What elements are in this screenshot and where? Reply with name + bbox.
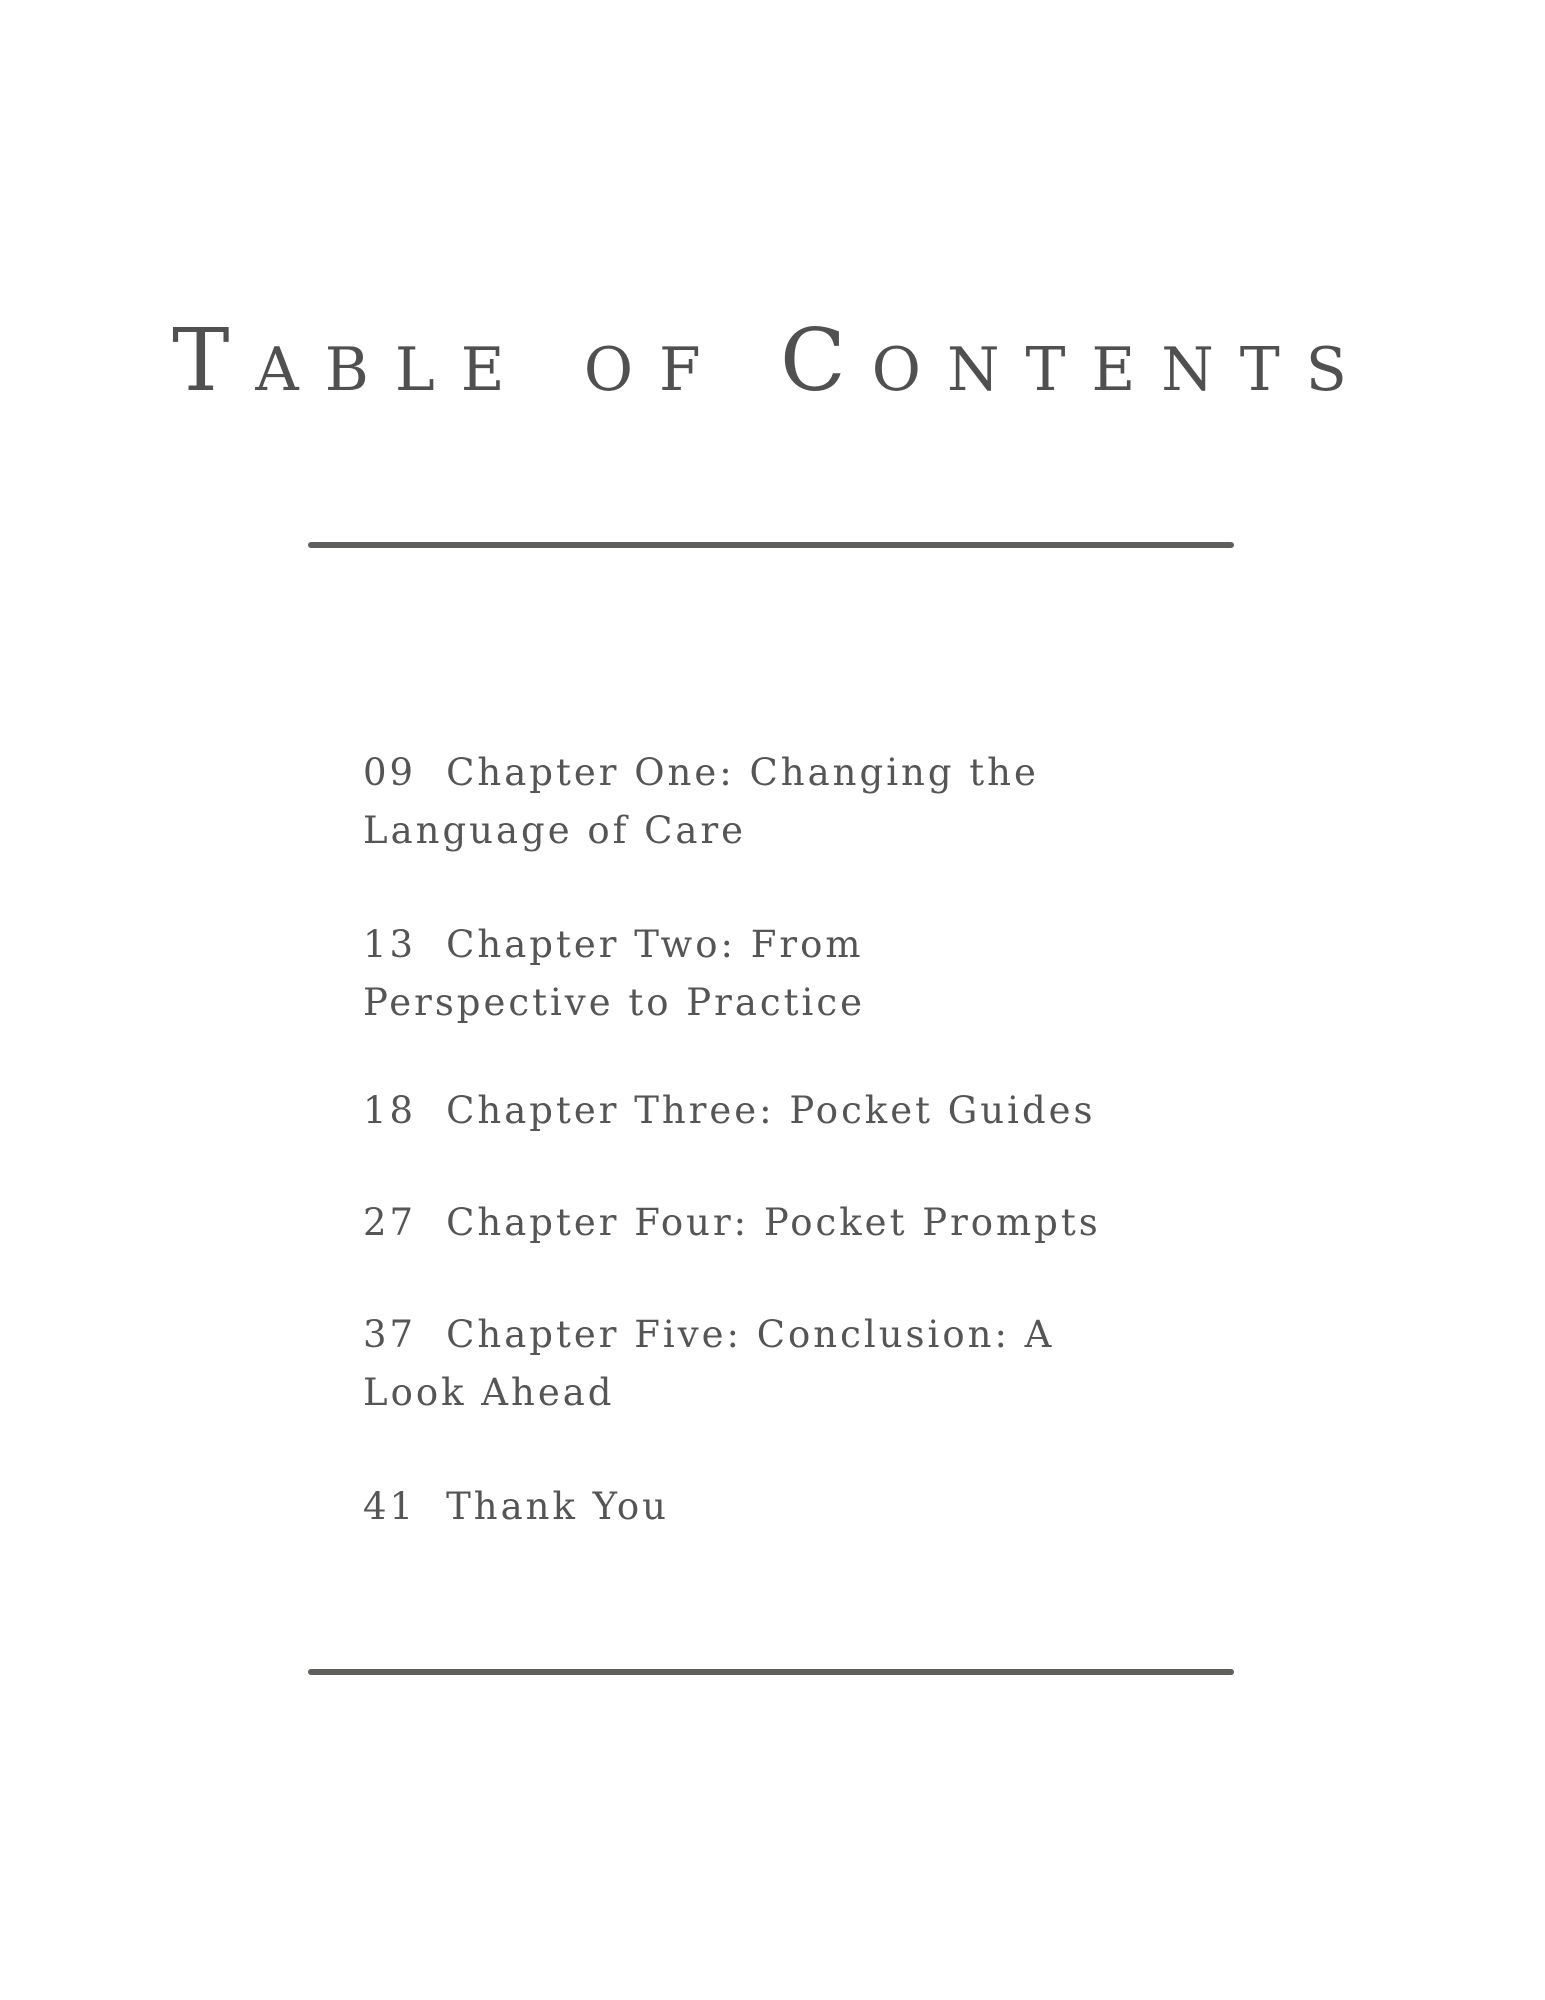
toc-entry-title: Chapter Two: From Perspective to Practice xyxy=(363,923,865,1024)
toc-page-number: 13 xyxy=(363,923,417,966)
toc-entry-title: Chapter Three: Pocket Guides xyxy=(446,1089,1096,1132)
toc-entry xyxy=(363,1306,1103,1422)
toc-page-number: 41 xyxy=(363,1485,417,1528)
toc-page-number: 27 xyxy=(363,1201,417,1244)
top-divider xyxy=(308,542,1234,548)
toc-page-number: 18 xyxy=(363,1089,417,1132)
toc-entry-title: Chapter Five: Conclusion: A Look Ahead xyxy=(363,1313,1055,1414)
toc-entry-title: Thank You xyxy=(446,1485,669,1528)
toc-entry xyxy=(363,916,923,1032)
toc-entry xyxy=(363,1478,1103,1536)
toc-page-number: 09 xyxy=(363,751,417,794)
toc-entry xyxy=(363,744,1103,860)
bottom-divider xyxy=(308,1669,1234,1675)
toc-entry-title: Chapter Four: Pocket Prompts xyxy=(446,1201,1101,1244)
toc-page-number: 37 xyxy=(363,1313,417,1356)
page-title: Table of Contents xyxy=(172,311,1373,411)
toc-entry xyxy=(363,1082,1203,1140)
toc-entry-title: Chapter One: Changing the Language of Care xyxy=(363,751,1039,852)
toc-entry xyxy=(363,1194,1203,1252)
